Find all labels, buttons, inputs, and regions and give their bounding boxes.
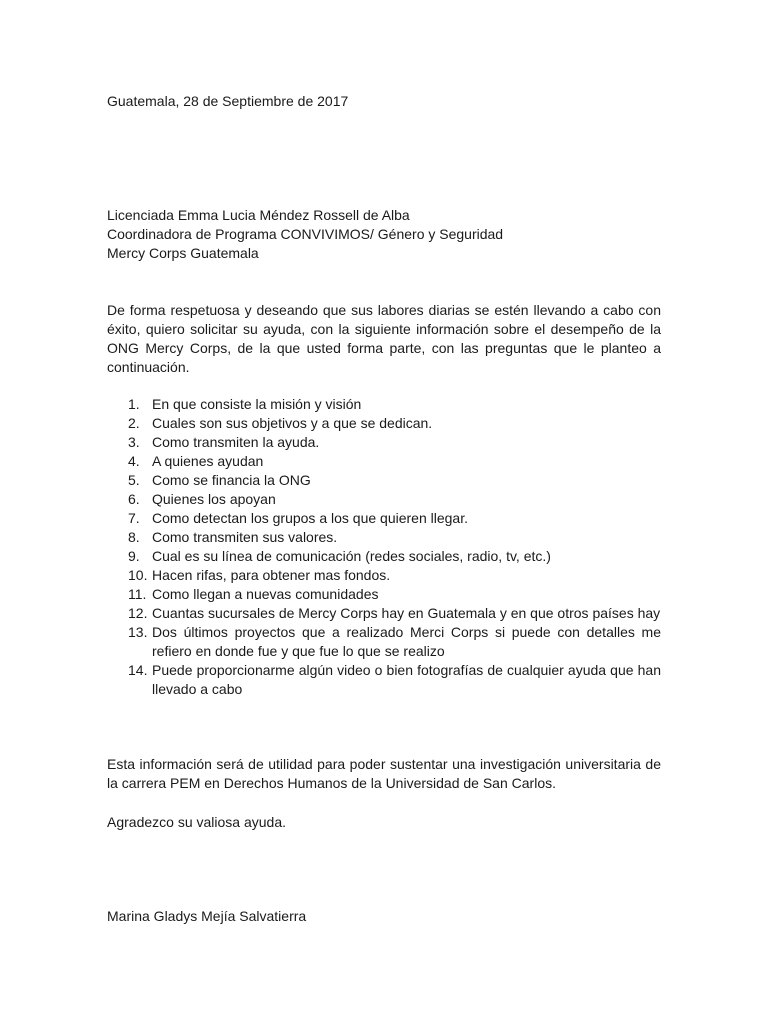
list-item-number: 12. [128, 605, 148, 621]
questions-list [107, 395, 661, 699]
list-item [107, 471, 661, 490]
list-item-number: 6. [128, 491, 140, 507]
list-item-text: Como se financia la ONG [152, 472, 311, 488]
list-item-number: 1. [128, 396, 140, 412]
list-item [107, 547, 661, 566]
thanks-line: Agradezco su valiosa ayuda. [107, 814, 286, 830]
list-item-number: 4. [128, 453, 140, 469]
list-item-number: 11. [128, 586, 147, 602]
list-item-number: 9. [128, 548, 140, 564]
list-item-number: 2. [128, 415, 140, 431]
list-item-text: Quienes los apoyan [152, 491, 276, 507]
recipient-name: Licenciada Emma Lucia Méndez Rossell de Alba [107, 207, 410, 223]
list-item [107, 509, 661, 528]
list-item-text: Cual es su línea de comunicación (redes sociales, radio, tv, etc.) [152, 548, 551, 564]
list-item-text: Como llegan a nuevas comunidades [152, 586, 379, 602]
list-item-text: Como transmiten sus valores. [152, 529, 338, 545]
list-item-text: En que consiste la misión y visión [152, 396, 362, 412]
list-item-text: Cuantas sucursales de Mercy Corps hay en Guatemala y en que otros países hay [152, 605, 661, 621]
list-item-text: Puede proporcionarme algún video o bien fotografías de cualquier ayuda que han llevado a cabo [152, 662, 661, 697]
list-item-text: Como transmiten la ayuda. [152, 434, 320, 450]
purpose-paragraph: Esta información será de utilidad para poder sustentar una investigación universitaria de la carrera PEM en Derechos Humanos de la Universidad de San Carlos. [107, 756, 661, 791]
list-item [107, 604, 661, 623]
list-item-text: Cuales son sus objetivos y a que se dedican. [152, 415, 433, 431]
date-line: Guatemala, 28 de Septiembre de 2017 [107, 93, 349, 109]
list-item-number: 10. [128, 567, 148, 583]
list-item-text: Como detectan los grupos a los que quieren llegar. [152, 510, 468, 526]
list-item-text: Dos últimos proyectos que a realizado Merci Corps si puede con detalles me refiero en donde fue y que fue lo que se realizo [152, 624, 661, 659]
list-item [107, 661, 661, 699]
list-item-number: 5. [128, 472, 140, 488]
list-item-text: A quienes ayudan [152, 453, 264, 469]
list-item [107, 585, 661, 604]
list-item [107, 452, 661, 471]
intro-paragraph: De forma respetuosa y deseando que sus labores diarias se estén llevando a cabo con éxito, quiero solicitar su ayuda, con la siguiente información sobre el desempeño de la ONG Mercy Corps, de la que usted forma parte, con las preguntas que le planteo a continuación. [107, 302, 661, 375]
list-item [107, 414, 661, 433]
signature-name: Marina Gladys Mejía Salvatierra [107, 908, 307, 924]
list-item-number: 13. [128, 624, 148, 640]
list-item-number: 14. [128, 662, 148, 678]
list-item-number: 3. [128, 434, 140, 450]
list-item [107, 433, 661, 452]
recipient-organization: Mercy Corps Guatemala [107, 245, 259, 261]
list-item [107, 395, 661, 414]
list-item [107, 490, 661, 509]
list-item-text: Hacen rifas, para obtener mas fondos. [152, 567, 391, 583]
list-item [107, 528, 661, 547]
recipient-block [107, 206, 661, 263]
list-item [107, 623, 661, 661]
list-item-number: 7. [128, 510, 140, 526]
list-item [107, 566, 661, 585]
recipient-position: Coordinadora de Programa CONVIVIMOS/ Género y Seguridad [107, 226, 504, 242]
list-item-number: 8. [128, 529, 140, 545]
